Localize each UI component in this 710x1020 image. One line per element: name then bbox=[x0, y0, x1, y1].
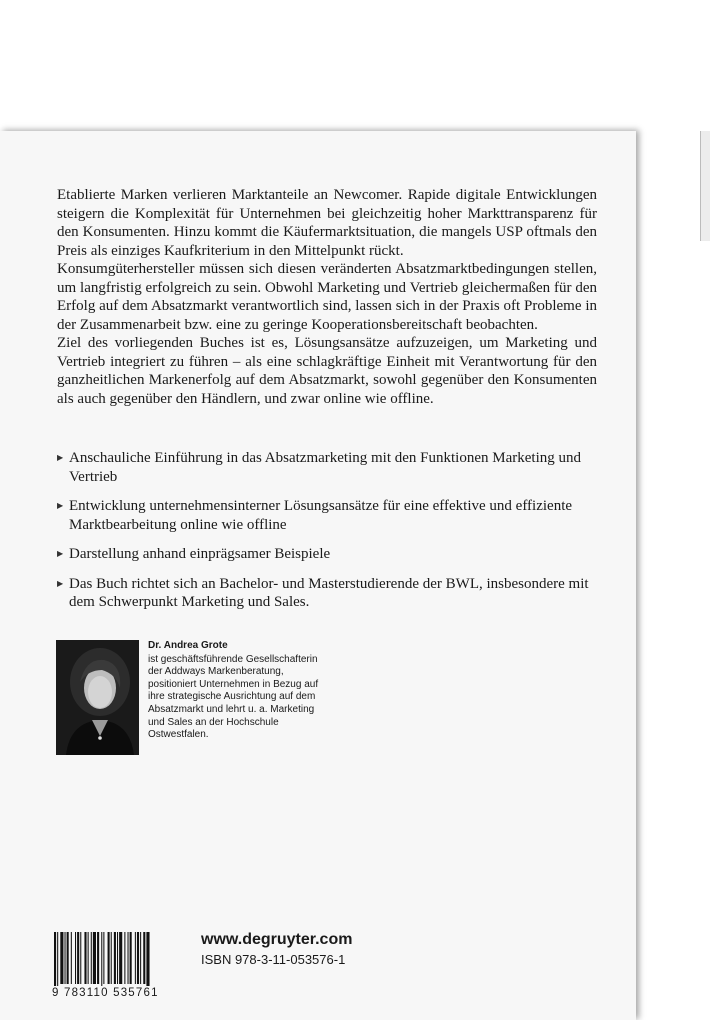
barcode-number: 9 783110 535761 bbox=[52, 986, 182, 1000]
intro-paragraph-2: Konsumgüterhersteller müssen sich diesen veränderten Absatzmarktbedingungen stellen, um langfristig erfolgreich zu sein. Obwohl Marketing und Vertrieb gleichermaßen für den Erfolg auf dem Absatzmarkt verantwortlich sind, lassen sich in der Praxis oft Probleme in der Zusammenarbeit bzw. eine zu geringe Kooperationsbereitschaft beobachten. bbox=[57, 261, 597, 333]
triangle-bullet-icon: ▶ bbox=[57, 578, 64, 588]
isbn-number: ISBN 978-3-11-053576-1 bbox=[201, 952, 346, 967]
list-item bbox=[57, 449, 597, 486]
intro-paragraph-1: Etablierte Marken verlieren Marktanteile an Newcomer. Rapide digitale Entwicklungen steigern die Komplexität für Unternehmen bei gleichzeitig hoher Markttransparenz für den Konsumenten. Hinzu kommt die Käufermarktsituation, die mangels USP oftmals den Preis als einziges Kaufkriterium in den Mittelpunkt rückt. bbox=[57, 187, 597, 259]
intro-paragraph-3: Ziel des vorliegenden Buches ist es, Lösungsansätze aufzuzeigen, um Marketing und Vertrieb integriert zu führen – als eine schlagkräftige Einheit mit Verantwortung für den ganzheitlichen Markenerfolg auf dem Absatzmarkt, sowohl gegenüber den Konsumenten als auch gegenüber den Händlern, und zwar online wie offline. bbox=[57, 335, 597, 407]
list-item bbox=[57, 575, 597, 612]
publisher-website[interactable]: www.degruyter.com bbox=[201, 931, 353, 948]
list-item-text: Anschauliche Einführung in das Absatzmarketing mit den Funktionen Marketing und Vertrieb bbox=[69, 450, 581, 485]
list-item-text: Entwicklung unternehmensinterner Lösungsansätze für eine effektive und effiziente Marktbearbeitung online wie offline bbox=[69, 498, 573, 533]
author-name: Dr. Andrea Grote bbox=[148, 640, 228, 651]
next-page-edge bbox=[700, 131, 710, 241]
triangle-bullet-icon: ▶ bbox=[57, 453, 64, 462]
author-bio bbox=[148, 640, 328, 742]
triangle-bullet-icon: ▶ bbox=[57, 549, 64, 558]
feature-list bbox=[57, 449, 597, 623]
author-photo bbox=[56, 640, 139, 755]
list-item-text: Das Buch richtet sich an Bachelor- und Masterstudierende der BWL, insbesondere mit dem Schwerpunkt Marketing und Sales. bbox=[69, 575, 589, 610]
list-item bbox=[57, 497, 597, 534]
author-description: ist geschäftsführende Gesellschafterin der Addways Markenberatung, positioniert Unternehmen in Bezug auf ihre strategische Ausrichtung auf dem Absatzmarkt und lehrt u. a. Marketing und Sales an der Hochschule Ostwestfalen. bbox=[148, 653, 319, 741]
list-item-text: Darstellung anhand einprägsamer Beispiele bbox=[69, 546, 331, 562]
triangle-bullet-icon: ▶ bbox=[57, 501, 64, 510]
list-item bbox=[57, 545, 597, 564]
intro-text bbox=[57, 186, 597, 408]
